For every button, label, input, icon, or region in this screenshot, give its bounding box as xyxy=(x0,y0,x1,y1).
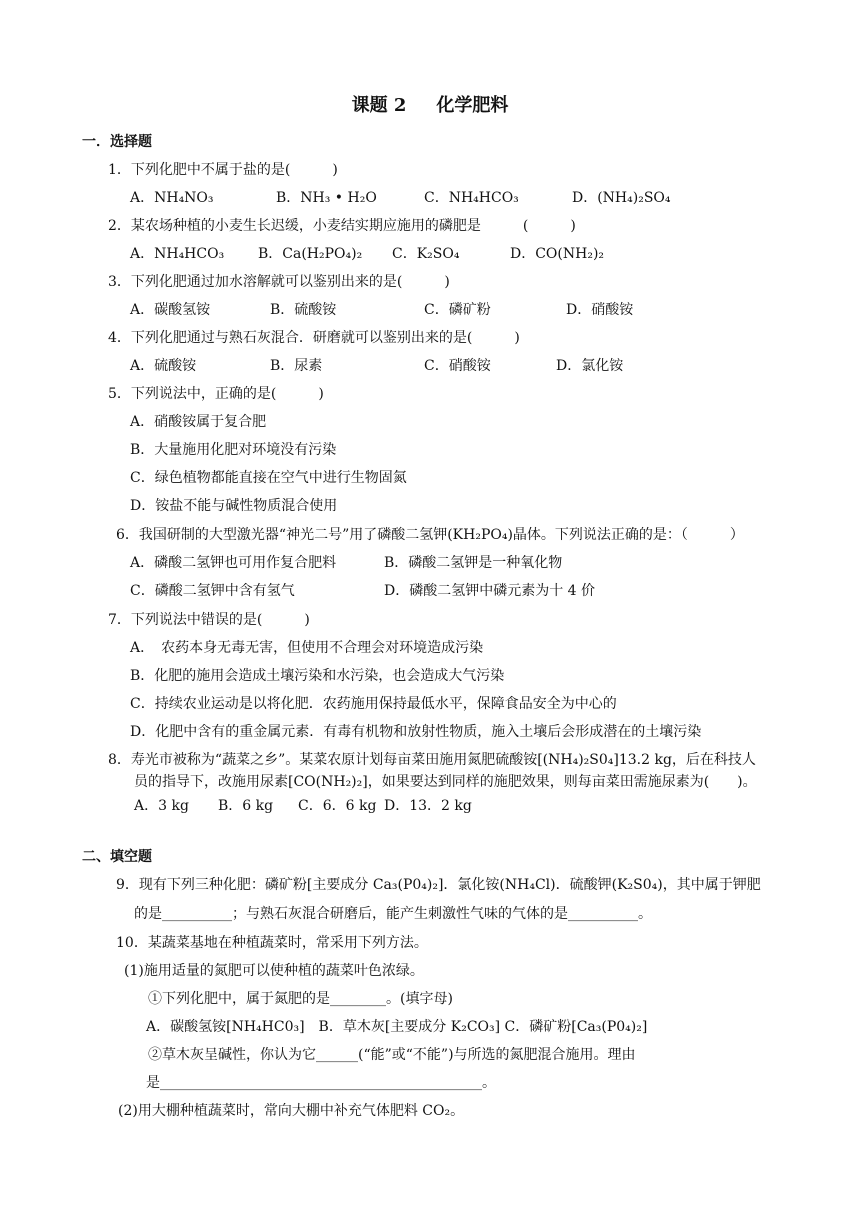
question-9-line1: 9．现有下列三种化肥：磷矿粉[主要成分 Ca₃(P0₄)₂]．氯化铵(NH₄Cl)．硫酸钾(K₂S0₄)，其中属于钾肥 xyxy=(116,877,761,893)
q7-option-a: A． 农药本身无毒无害，但使用不合理会对环境造成污染 xyxy=(130,640,484,656)
q6-option-a: A．磷酸二氢钾也可用作复合肥料 xyxy=(130,555,337,571)
q3-option-d: D．硝酸铵 xyxy=(566,302,634,318)
question-10-part1-a: ①下列化肥中，属于氮肥的是________。(填字母) xyxy=(148,991,453,1007)
question-5-stem: 5．下列说法中，正确的是( ) xyxy=(108,386,324,402)
q1-option-a: A．NH₄NO₃ xyxy=(130,190,214,206)
q8-option-b: B．6 kg xyxy=(218,798,274,814)
q3-option-b: B．硫酸铵 xyxy=(270,302,337,318)
q7-option-b: B．化肥的施用会造成土壤污染和水污染，也会造成大气污染 xyxy=(130,668,505,684)
question-10-stem: 10．某蔬菜基地在种植蔬菜时，常采用下列方法。 xyxy=(116,935,428,951)
q6-option-b: B．磷酸二氢钾是一种氧化物 xyxy=(384,555,563,571)
q5-option-a: A．硝酸铵属于复合肥 xyxy=(130,414,267,430)
question-3-stem: 3．下列化肥通过加水溶解就可以鉴别出来的是( ) xyxy=(108,274,450,290)
q6-option-c: C．磷酸二氢钾中含有氢气 xyxy=(130,583,295,599)
q8-option-d: D．13．2 kg xyxy=(384,798,472,814)
q2-option-c: C．K₂SO₄ xyxy=(392,246,460,262)
q1-option-c: C．NH₄HCO₃ xyxy=(424,190,519,206)
section-fill-heading: 二、填空题 xyxy=(82,849,152,865)
q7-option-d: D．化肥中含有的重金属元素．有毒有机物和放射性物质，施入土壤后会形成潜在的土壤污染 xyxy=(130,724,702,740)
page-title xyxy=(0,94,860,118)
q4-option-c: C．硝酸铵 xyxy=(424,358,491,374)
question-7-stem: 7．下列说法中错误的是( ) xyxy=(108,612,310,628)
question-10-part1-options: A．碳酸氢铵[NH₄HC0₃] B．草木灰[主要成分 K₂CO₃] C．磷矿粉[Ca₃(P0₄)₂] xyxy=(146,1019,648,1035)
question-4-stem: 4．下列化肥通过与熟石灰混合．研磨就可以鉴别出来的是( ) xyxy=(108,330,520,346)
question-6-stem: 6．我国研制的大型激光器“神光二号”用了磷酸二氢钾(KH₂PO₄)晶体。下列说法正确的是：（ ） xyxy=(116,527,744,543)
lesson-name: 化学肥料 xyxy=(436,95,509,116)
q1-option-d: D．(NH₄)₂SO₄ xyxy=(572,190,671,206)
q4-option-a: A．硫酸铵 xyxy=(130,358,197,374)
q5-option-d: D．铵盐不能与碱性物质混合使用 xyxy=(130,498,338,514)
lesson-number: 课题 2 xyxy=(351,95,407,116)
question-10-part2: (2)用大棚种植蔬菜时，常向大棚中补充气体肥料 CO₂。 xyxy=(118,1103,465,1119)
q8-option-c: C．6．6 kg xyxy=(298,798,377,814)
q2-option-d: D．CO(NH₂)₂ xyxy=(510,246,605,262)
question-10-part1: (1)施用适量的氮肥可以使种植的蔬菜叶色浓绿。 xyxy=(124,963,424,979)
q7-option-c: C．持续农业运动是以将化肥．农药施用保持最低水平，保障食品安全为中心的 xyxy=(130,696,617,712)
q6-option-d: D．磷酸二氢钾中磷元素为十 4 价 xyxy=(384,583,596,599)
q4-option-b: B．尿素 xyxy=(270,358,323,374)
q3-option-a: A．碳酸氢铵 xyxy=(130,302,211,318)
q5-option-c: C．绿色植物都能直接在空气中进行生物固氮 xyxy=(130,470,407,486)
q1-option-b: B．NH₃ • H₂O xyxy=(276,190,377,206)
question-1-stem: 1．下列化肥中不属于盐的是( ) xyxy=(108,162,338,178)
q8-option-a: A．3 kg xyxy=(134,798,189,814)
q5-option-b: B．大量施用化肥对环境没有污染 xyxy=(130,442,337,458)
q4-option-d: D．氯化铵 xyxy=(556,358,624,374)
question-10-part1-c: 是______________________________________________。 xyxy=(146,1075,496,1091)
question-10-part1-b: ②草木灰呈碱性，你认为它______(“能”或“不能”)与所选的氮肥混合施用。理由 xyxy=(148,1047,636,1063)
question-8-line2: 员的指导下，改施用尿素[CO(NH₂)₂]，如果要达到同样的施肥效果，则每亩菜田需施尿素为( )。 xyxy=(134,774,757,790)
question-8-line1: 8．寿光市被称为“蔬菜之乡”。某菜农原计划每亩菜田施用氮肥硫酸铵[(NH₄)₂S0₄]13.2 kg，后在科技人 xyxy=(108,752,756,768)
q2-option-b: B．Ca(H₂PO₄)₂ xyxy=(258,246,363,262)
question-2-stem: 2．某农场种植的小麦生长迟缓，小麦结实期应施用的磷肥是 ( ) xyxy=(108,218,576,234)
q2-option-a: A．NH₄HCO₃ xyxy=(130,246,225,262)
section-choice-heading: 一．选择题 xyxy=(82,134,152,150)
q3-option-c: C．磷矿粉 xyxy=(424,302,491,318)
question-9-line2: 的是__________；与熟石灰混合研磨后，能产生刺激性气味的气体的是__________。 xyxy=(134,906,652,922)
